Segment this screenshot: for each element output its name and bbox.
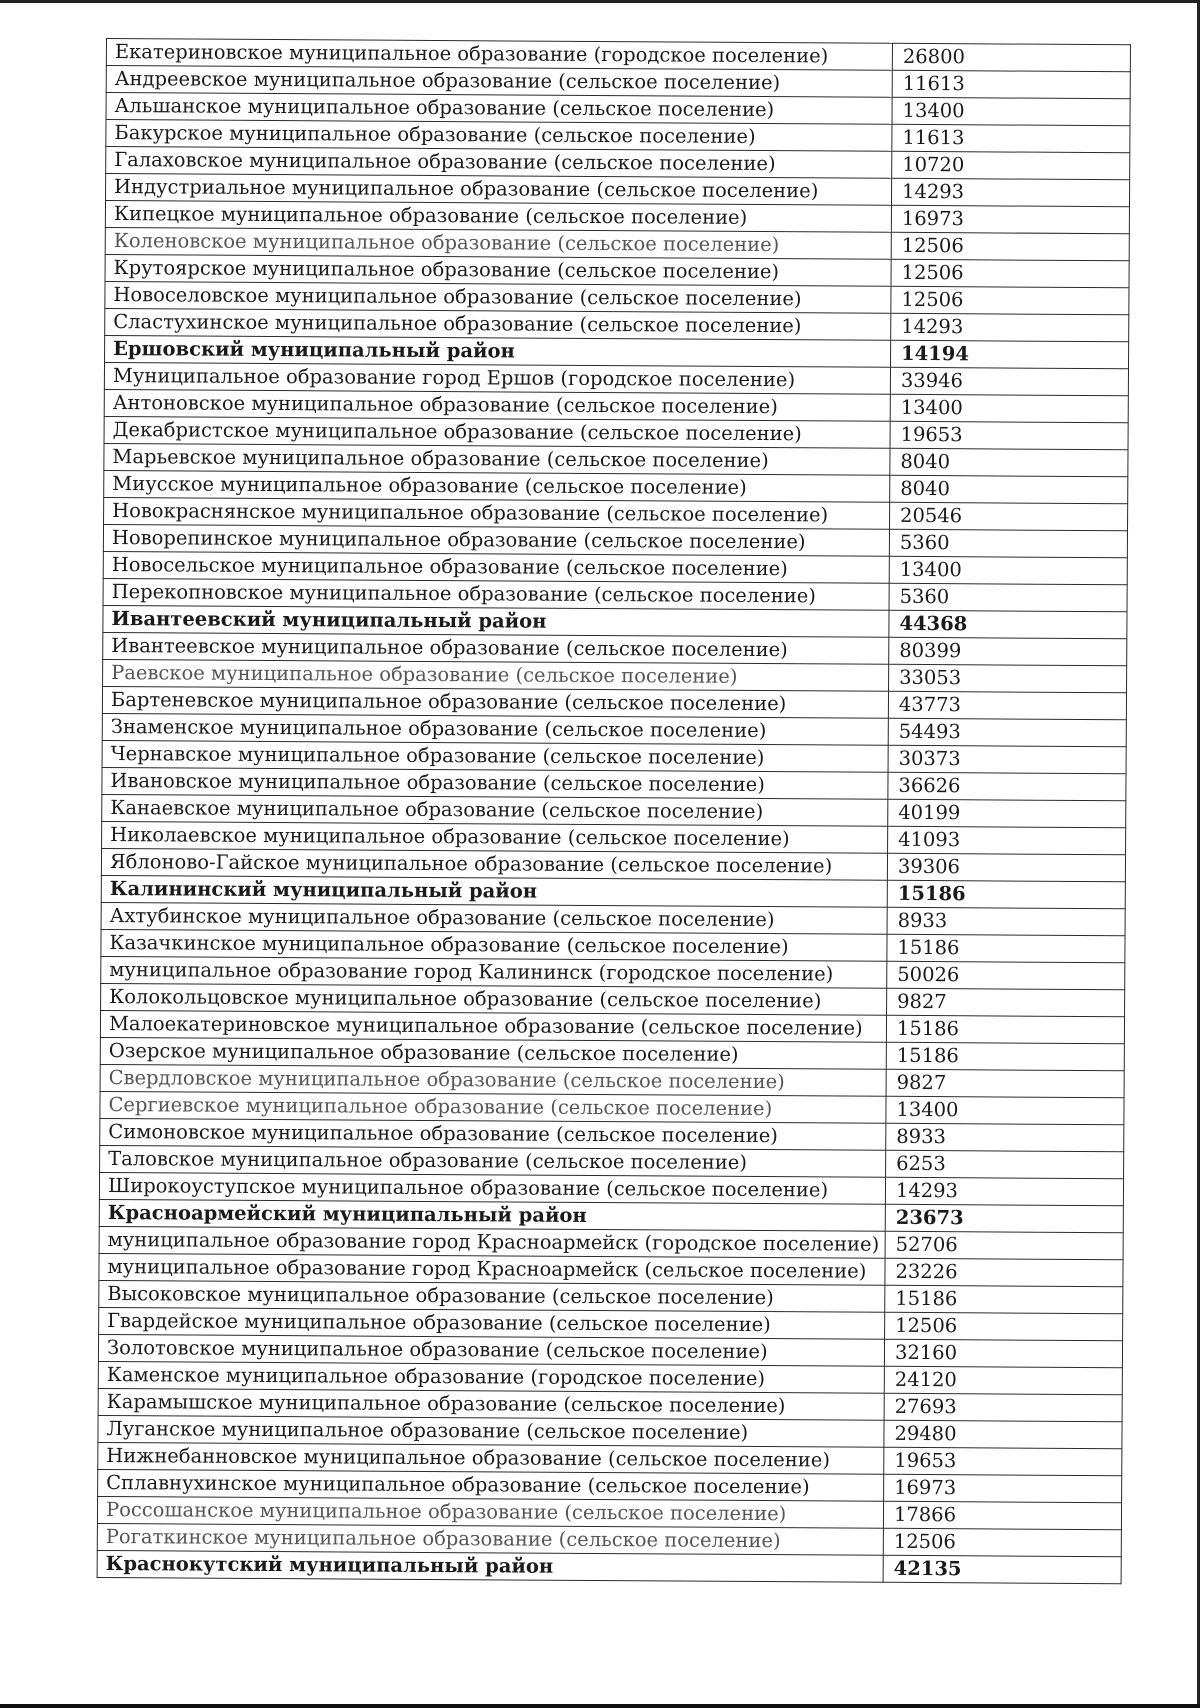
value-cell: 12506: [885, 1312, 1123, 1340]
value-cell: 8040: [890, 448, 1128, 476]
municipality-name-cell: Бартеневское муниципальное образование (сельское поселение): [102, 686, 888, 718]
district-value-cell: 23673: [885, 1204, 1123, 1232]
value-cell: 23226: [885, 1258, 1123, 1286]
district-value-cell: 14194: [891, 340, 1129, 368]
value-cell: 43773: [888, 691, 1126, 719]
municipality-name-cell: Сластухинское муниципальное образование (сельское поселение): [105, 308, 891, 340]
value-cell: 11613: [892, 70, 1130, 98]
value-cell: 15186: [887, 934, 1125, 962]
value-cell: 52706: [885, 1231, 1123, 1259]
municipality-name-cell: Перекопновское муниципальное образование (сельское поселение): [103, 578, 889, 610]
municipality-name-cell: Каменское муниципальное образование (городское поселение): [98, 1361, 884, 1393]
value-cell: 8933: [887, 907, 1125, 935]
value-cell: 19653: [884, 1447, 1122, 1475]
municipality-name-cell: Россошанское муниципальное образование (сельское поселение): [97, 1496, 883, 1528]
value-cell: 15186: [885, 1285, 1123, 1313]
municipality-name-cell: Новосельское муниципальное образование (сельское поселение): [103, 551, 889, 583]
municipality-name-cell: Сплавнухинское муниципальное образование (сельское поселение): [98, 1469, 884, 1501]
municipality-name-cell: Крутоярское муниципальное образование (сельское поселение): [105, 254, 891, 286]
value-cell: 6253: [886, 1150, 1124, 1178]
value-cell: 15186: [886, 1042, 1124, 1070]
municipality-name-cell: Малоекатериновское муниципальное образование (сельское поселение): [100, 1010, 886, 1042]
municipality-name-cell: Золотовское муниципальное образование (сельское поселение): [98, 1334, 884, 1366]
municipality-name-cell: Высоковское муниципальное образование (сельское поселение): [99, 1280, 885, 1312]
district-name-cell: Ивантеевский муниципальный район: [103, 605, 889, 637]
value-cell: 27693: [884, 1393, 1122, 1421]
municipality-name-cell: Декабристское муниципальное образование (сельское поселение): [104, 416, 890, 448]
municipality-name-cell: Новоселовское муниципальное образование (сельское поселение): [105, 281, 891, 313]
municipality-name-cell: муниципальное образование город Красноармейск (городское поселение): [99, 1226, 885, 1258]
municipality-name-cell: Новорепинское муниципальное образование (сельское поселение): [103, 524, 889, 556]
district-name-cell: Ершовский муниципальный район: [105, 335, 891, 367]
value-cell: 33946: [890, 367, 1128, 395]
value-cell: 17866: [883, 1501, 1121, 1529]
scan-edge-bottom: [0, 1704, 1200, 1708]
value-cell: 12506: [883, 1528, 1121, 1556]
value-cell: 16973: [891, 205, 1129, 233]
value-cell: 11613: [892, 124, 1130, 152]
value-cell: 30373: [888, 745, 1126, 773]
value-cell: 5360: [889, 529, 1127, 557]
value-cell: 13400: [890, 394, 1128, 422]
municipality-name-cell: Антоновское муниципальное образование (сельское поселение): [104, 389, 890, 421]
municipality-name-cell: Николаевское муниципальное образование (сельское поселение): [102, 821, 888, 853]
municipality-name-cell: Казачкинское муниципальное образование (сельское поселение): [101, 929, 887, 961]
municipality-name-cell: Альшанское муниципальное образование (сельское поселение): [106, 93, 892, 125]
municipality-name-cell: Ивановское муниципальное образование (сельское поселение): [102, 767, 888, 799]
municipality-name-cell: муниципальное образование город Красноармейск (сельское поселение): [99, 1253, 885, 1285]
value-cell: 8933: [886, 1123, 1124, 1151]
allocation-table: [97, 38, 1131, 1584]
value-cell: 41093: [888, 826, 1126, 854]
value-cell: 12506: [891, 259, 1129, 287]
municipality-name-cell: Индустриальное муниципальное образование (сельское поселение): [106, 174, 892, 206]
value-cell: 8040: [890, 475, 1128, 503]
value-cell: 9827: [887, 988, 1125, 1016]
district-value-cell: 44368: [889, 610, 1127, 638]
municipality-name-cell: Канаевское муниципальное образование (сельское поселение): [102, 794, 888, 826]
value-cell: 16973: [884, 1474, 1122, 1502]
value-cell: 13400: [886, 1096, 1124, 1124]
table-container: [105, 38, 1131, 1581]
district-name-cell: Красноармейский муниципальный район: [99, 1199, 885, 1231]
municipality-name-cell: Кипецкое муниципальное образование (сельское поселение): [105, 201, 891, 233]
value-cell: 24120: [884, 1366, 1122, 1394]
value-cell: 36626: [888, 772, 1126, 800]
value-cell: 9827: [886, 1069, 1124, 1097]
municipality-name-cell: Екатериновское муниципальное образование (городское поселение): [106, 39, 892, 71]
municipality-name-cell: Луганское муниципальное образование (сельское поселение): [98, 1415, 884, 1447]
value-cell: 14293: [891, 313, 1129, 341]
municipality-name-cell: Миусское муниципальное образование (сельское поселение): [104, 470, 890, 502]
value-cell: 54493: [888, 718, 1126, 746]
scan-edge-top: [0, 0, 1200, 3]
value-cell: 32160: [884, 1339, 1122, 1367]
value-cell: 14293: [885, 1177, 1123, 1205]
municipality-name-cell: Знаменское муниципальное образование (сельское поселение): [102, 713, 888, 745]
municipality-name-cell: Коленовское муниципальное образование (сельское поселение): [105, 227, 891, 259]
municipality-name-cell: муниципальное образование город Калининск (городское поселение): [101, 956, 887, 988]
value-cell: 10720: [892, 151, 1130, 179]
municipality-name-cell: Новокраснянское муниципальное образование (сельское поселение): [104, 497, 890, 529]
municipality-name-cell: Марьевское муниципальное образование (сельское поселение): [104, 443, 890, 475]
value-cell: 5360: [889, 583, 1127, 611]
municipality-name-cell: Ахтубинское муниципальное образование (сельское поселение): [101, 902, 887, 934]
municipality-name-cell: Таловское муниципальное образование (сельское поселение): [100, 1145, 886, 1177]
value-cell: 26800: [892, 43, 1130, 71]
value-cell: 14293: [891, 178, 1129, 206]
municipality-name-cell: Сергиевское муниципальное образование (сельское поселение): [100, 1091, 886, 1123]
district-value-cell: 15186: [887, 880, 1125, 908]
municipality-name-cell: Раевское муниципальное образование (сельское поселение): [103, 659, 889, 691]
value-cell: 50026: [887, 961, 1125, 989]
value-cell: 12506: [891, 232, 1129, 260]
municipality-name-cell: Колокольцовское муниципальное образование (сельское поселение): [101, 983, 887, 1015]
municipality-name-cell: Карамышское муниципальное образование (сельское поселение): [98, 1388, 884, 1420]
value-cell: 33053: [889, 664, 1127, 692]
district-value-cell: 42135: [883, 1555, 1121, 1583]
municipality-name-cell: Бакурское муниципальное образование (сельское поселение): [106, 120, 892, 152]
district-row: [97, 1550, 1121, 1583]
municipality-name-cell: Галаховское муниципальное образование (сельское поселение): [106, 147, 892, 179]
value-cell: 20546: [890, 502, 1128, 530]
district-name-cell: Краснокутский муниципальный район: [97, 1550, 883, 1582]
municipality-name-cell: Широкоуступское муниципальное образование (сельское поселение): [99, 1172, 885, 1204]
value-cell: 12506: [891, 286, 1129, 314]
value-cell: 19653: [890, 421, 1128, 449]
municipality-name-cell: Яблоново-Гайское муниципальное образование (сельское поселение): [101, 848, 887, 880]
municipality-name-cell: Гвардейское муниципальное образование (сельское поселение): [99, 1307, 885, 1339]
value-cell: 39306: [887, 853, 1125, 881]
district-name-cell: Калининский муниципальный район: [101, 875, 887, 907]
municipality-name-cell: Чернавское муниципальное образование (сельское поселение): [102, 740, 888, 772]
municipality-name-cell: Муниципальное образование город Ершов (городское поселение): [104, 362, 890, 394]
value-cell: 80399: [889, 637, 1127, 665]
value-cell: 13400: [892, 97, 1130, 125]
value-cell: 40199: [888, 799, 1126, 827]
municipality-name-cell: Свердловское муниципальное образование (сельское поселение): [100, 1064, 886, 1096]
municipality-name-cell: Симоновское муниципальное образование (сельское поселение): [100, 1118, 886, 1150]
value-cell: 13400: [889, 556, 1127, 584]
value-cell: 15186: [886, 1015, 1124, 1043]
value-cell: 29480: [884, 1420, 1122, 1448]
municipality-name-cell: Рогаткинское муниципальное образование (сельское поселение): [97, 1523, 883, 1555]
municipality-name-cell: Ивантеевское муниципальное образование (сельское поселение): [103, 632, 889, 664]
municipality-name-cell: Андреевское муниципальное образование (сельское поселение): [106, 66, 892, 98]
municipality-name-cell: Озерское муниципальное образование (сельское поселение): [100, 1037, 886, 1069]
municipality-name-cell: Нижнебанновское муниципальное образование (сельское поселение): [98, 1442, 884, 1474]
table-body: [97, 39, 1130, 1584]
